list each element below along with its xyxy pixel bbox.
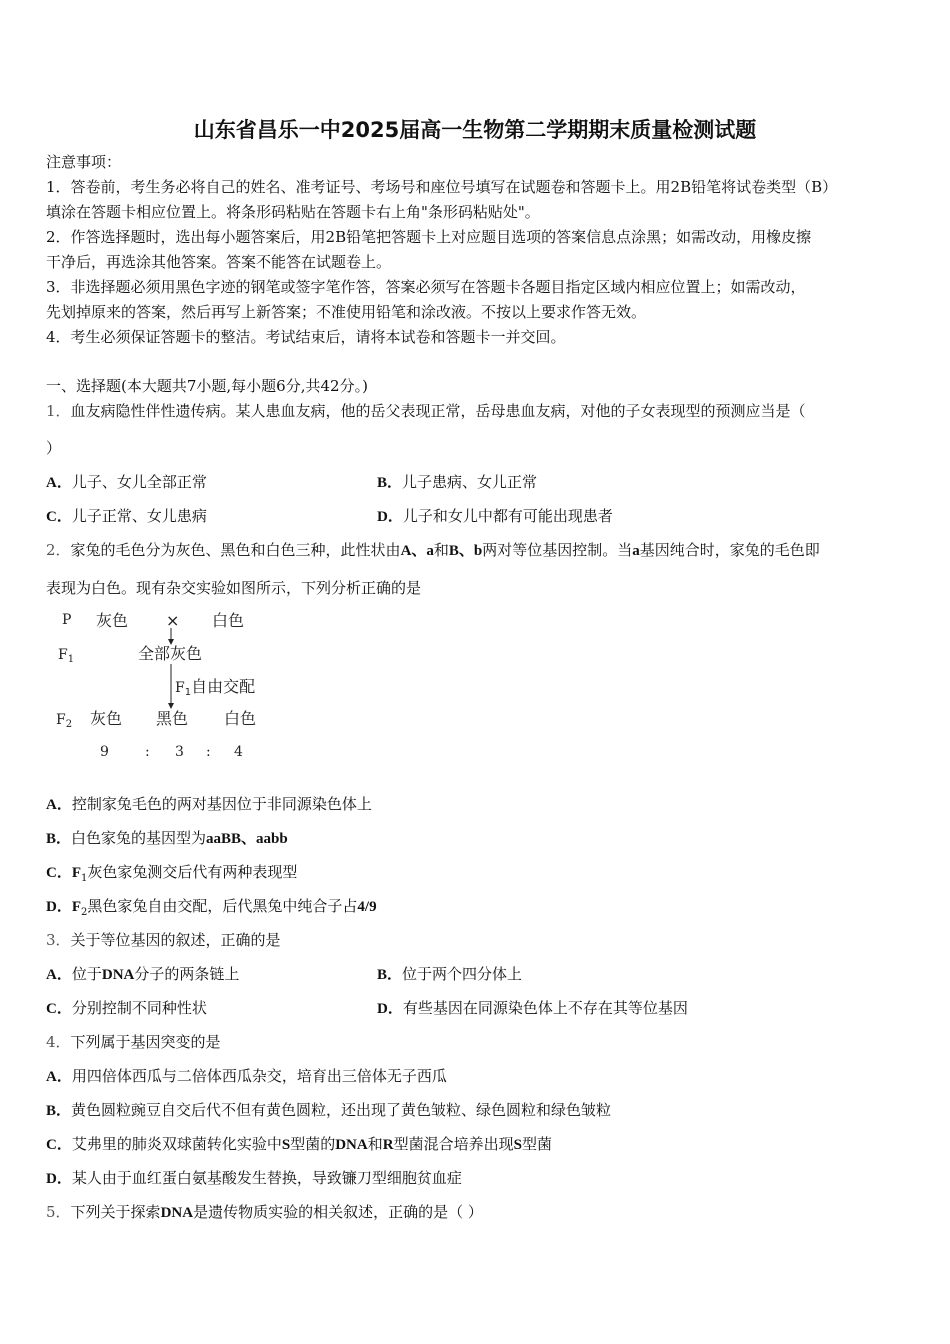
question-2-cont: 表现为白色。现有杂交实验如图所示，下列分析正确的是	[46, 579, 422, 597]
q1-option-c[interactable]	[46, 506, 207, 527]
option-label: D．	[46, 899, 72, 915]
gene-label: B、b	[448, 543, 483, 559]
notice-line-6: 先划掉原来的答案，然后再写上新答案；不准使用铅笔和涂改液。不按以上要求作答无效。	[46, 303, 647, 321]
question-number: 4．	[46, 1033, 71, 1051]
option-label: C．	[46, 509, 72, 525]
p-gray: 灰色	[96, 611, 129, 630]
gene-label: a	[632, 543, 640, 559]
q3-option-a[interactable]	[46, 964, 239, 985]
notice-line-4: 干净后，再选涂其他答案。答案不能答在试题卷上。	[46, 253, 392, 271]
dna-label: DNA	[101, 967, 135, 983]
question-text: 基因纯合时，家兔的毛色即	[639, 541, 820, 559]
question-text: 家兔的毛色分为灰色、黑色和白色三种，此性状由	[70, 541, 401, 559]
notice-line-1: 1．答卷前，考生务必将自己的姓名、准考证号、考场号和座位号填写在试题卷和答题卡上。用2B铅笔将试卷类型（B）	[46, 178, 838, 196]
option-label: C．	[46, 865, 72, 881]
option-text: 型菌	[521, 1135, 552, 1153]
question-2	[46, 540, 820, 561]
q3-option-c[interactable]	[46, 998, 207, 1019]
generation-sub: 1	[81, 873, 88, 884]
question-text: 是遗传物质实验的相关叙述，正确的是（ ）	[193, 1203, 483, 1221]
option-label: A．	[46, 475, 72, 491]
option-label: A．	[46, 797, 72, 813]
option-text: 儿子和女儿中都有可能出现患者	[402, 507, 613, 525]
question-3	[46, 930, 281, 950]
option-text: 某人由于血红蛋白氨基酸发生替换，导致镰刀型细胞贫血症	[71, 1169, 462, 1187]
q2-option-c[interactable]	[46, 862, 297, 889]
option-text: 灰色家兔测交后代有两种表现型	[87, 863, 298, 881]
notice-heading: 注意事项：	[46, 153, 122, 171]
fraction: 4/9	[357, 899, 377, 915]
f2-black: 黑色	[156, 709, 189, 728]
p-label: P	[62, 612, 72, 628]
q3-option-b[interactable]	[377, 964, 522, 985]
option-label: D．	[46, 1171, 72, 1187]
p-white: 白色	[212, 611, 245, 630]
generation-label: F	[71, 865, 82, 881]
option-label: D．	[377, 1001, 403, 1017]
option-label: C．	[46, 1001, 72, 1017]
q3-option-d[interactable]	[377, 998, 688, 1019]
option-text: 型菌的	[290, 1135, 336, 1153]
question-text: 下列关于探索	[70, 1203, 161, 1221]
option-text: 儿子、女儿全部正常	[71, 473, 207, 491]
question-number: 5．	[46, 1203, 71, 1221]
option-text: 分别控制不同种性状	[71, 999, 207, 1017]
ratio-gray: 9	[100, 744, 109, 760]
page-title: 山东省昌乐一中2025届高一生物第二学期期末质量检测试题	[193, 118, 757, 142]
option-text: 位于	[71, 965, 102, 983]
generation-sub: 2	[81, 907, 88, 918]
option-text: 用四倍体西瓜与二倍体西瓜杂交，培育出三倍体无子西瓜	[71, 1067, 447, 1085]
q2-option-b[interactable]	[46, 828, 288, 849]
option-label: C．	[46, 1137, 72, 1153]
question-number: 1．	[46, 402, 71, 420]
cross-symbol: ×	[166, 611, 180, 630]
option-text: 有些基因在同源染色体上不存在其等位基因	[402, 999, 688, 1017]
ratio-colon-1: :	[145, 744, 150, 760]
question-text: 关于等位基因的叙述，正确的是	[70, 931, 281, 949]
option-text: 黑色家兔自由交配，后代黑兔中纯合子占	[87, 897, 358, 915]
option-text: 位于两个四分体上	[402, 965, 523, 983]
q4-option-b[interactable]	[46, 1100, 611, 1121]
question-text: 两对等位基因控制。当	[482, 541, 633, 559]
f1-all-gray: 全部灰色	[138, 644, 203, 663]
f2-gray: 灰色	[90, 709, 123, 728]
strain-label: S	[513, 1137, 522, 1153]
dna-label: DNA	[160, 1205, 194, 1221]
option-text: 和	[367, 1135, 383, 1153]
f1-label: $F_1$	[58, 647, 75, 665]
option-text: 儿子正常、女儿患病	[71, 507, 207, 525]
option-text: 儿子患病、女儿正常	[402, 473, 538, 491]
q2-option-a[interactable]	[46, 794, 372, 815]
notice-line-3: 2．作答选择题时，选出每小题答案后，用2B铅笔把答题卡上对应题目选项的答案信息点涂黑；如需改动，用橡皮擦	[46, 228, 812, 246]
question-text: 下列属于基因突变的是	[70, 1033, 221, 1051]
option-text: 型菌混合培养出现	[393, 1135, 514, 1153]
selfing-label: F1自由交配	[175, 677, 256, 698]
q4-option-d[interactable]	[46, 1168, 462, 1189]
option-text: 黄色圆粒豌豆自交后代不但有黄色圆粒，还出现了黄色皱粒、绿色圆粒和绿色皱粒	[71, 1101, 612, 1119]
option-label: A．	[46, 1069, 72, 1085]
dna-label: DNA	[335, 1137, 368, 1153]
option-label: D．	[377, 509, 403, 525]
ratio-white: 4	[234, 744, 243, 760]
option-text: 分子的两条链上	[134, 965, 240, 983]
genotype: aaBB、aabb	[206, 831, 288, 847]
ratio-black: 3	[175, 744, 184, 760]
q2-option-d[interactable]	[46, 896, 377, 923]
q1-option-a[interactable]	[46, 472, 207, 493]
f2-label: $F_2$	[56, 712, 73, 730]
notice-line-2: 填涂在答题卡相应位置上。将条形码粘贴在答题卡右上角"条形码粘贴处"。	[46, 203, 540, 221]
option-label: B．	[377, 475, 403, 491]
f2-white: 白色	[224, 709, 257, 728]
q4-option-c[interactable]	[46, 1134, 552, 1155]
option-text: 白色家兔的基因型为	[71, 829, 207, 847]
section-heading: 一、选择题(本大题共7小题,每小题6分,共42分。)	[46, 377, 368, 395]
option-text: 控制家兔毛色的两对基因位于非同源染色体上	[71, 795, 372, 813]
option-label: B．	[377, 967, 403, 983]
option-label: B．	[46, 831, 72, 847]
question-number: 2．	[46, 541, 71, 559]
generation-label: F	[71, 899, 82, 915]
question-5	[46, 1202, 483, 1223]
question-number: 3．	[46, 931, 71, 949]
ratio-colon-2: :	[206, 744, 211, 760]
option-label: B．	[46, 1103, 72, 1119]
strain-label: S	[281, 1137, 291, 1153]
cross-diagram	[50, 606, 280, 766]
notice-line-5: 3．非选择题必须用黑色字迹的钢笔或签字笔作答，答案必须写在答题卡各题目指定区域内相应位置上；如需改动，	[46, 278, 806, 296]
question-1	[46, 401, 806, 421]
question-1-cont: ）	[46, 439, 62, 457]
strain-label: R	[382, 1137, 394, 1153]
q4-option-a[interactable]	[46, 1066, 447, 1087]
question-4	[46, 1032, 221, 1052]
question-text: 血友病隐性伴性遗传病。某人患血友病，他的岳父表现正常，岳母患血友病，对他的子女表现型的预测应当是（	[70, 402, 806, 420]
q1-option-b[interactable]	[377, 472, 537, 493]
option-text: 艾弗里的肺炎双球菌转化实验中	[71, 1135, 282, 1153]
notice-line-7: 4．考生必须保证答题卡的整洁。考试结束后，请将本试卷和答题卡一并交回。	[46, 328, 566, 346]
gene-label: A、a	[400, 543, 434, 559]
question-text: 和	[433, 541, 449, 559]
option-label: A．	[46, 967, 72, 983]
q1-option-d[interactable]	[377, 506, 613, 527]
